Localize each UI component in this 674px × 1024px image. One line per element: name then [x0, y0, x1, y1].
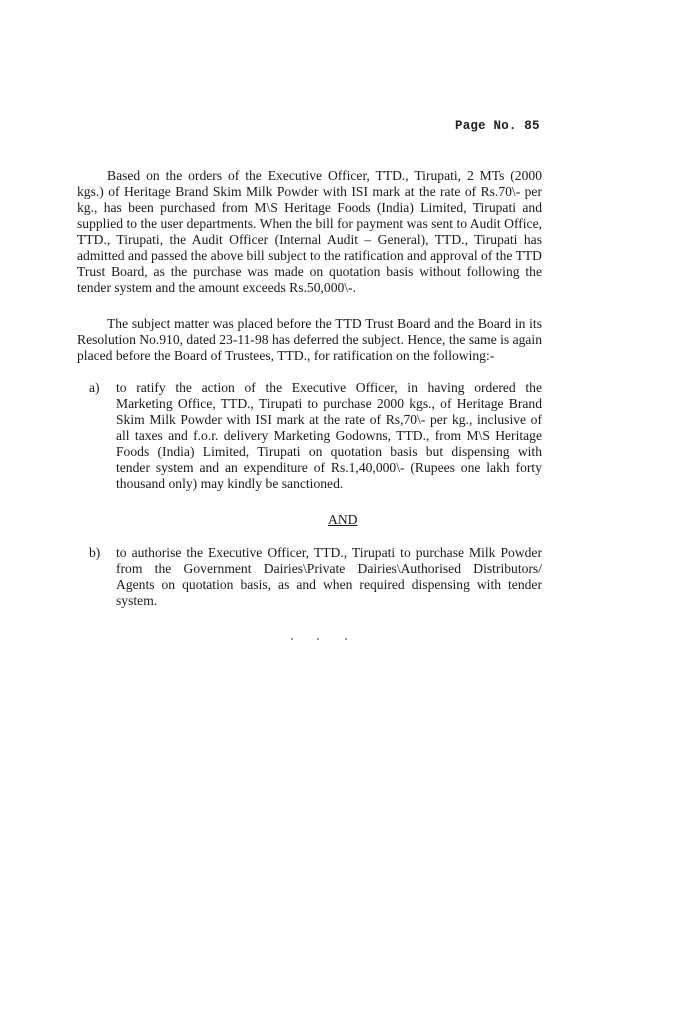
paragraph-line: supplied to the user departments. When the bill for payment was sent to Audit Office, — [77, 216, 542, 231]
paragraph-line: TTD., Tirupati, the Audit Officer (Internal Audit – General), TTD., Tirupati has — [77, 232, 542, 247]
conjunction-and: AND — [328, 512, 358, 527]
paragraph-line: The subject matter was placed before the TTD Trust Board and the Board in its — [107, 316, 542, 331]
list-item-line: system. — [116, 593, 158, 608]
list-item-line: to authorise the Executive Officer, TTD., Tirupati to purchase Milk Powder — [116, 545, 542, 560]
paragraph-line: tender system and the amount exceeds Rs.50,000\-. — [77, 280, 356, 295]
footer-dot — [345, 638, 347, 640]
list-item-line: to ratify the action of the Executive Officer, in having ordered the — [116, 380, 542, 395]
paragraph-line: Based on the orders of the Executive Officer, TTD., Tirupati, 2 MTs (2000 — [107, 168, 542, 183]
paragraph-line: kgs.) of Heritage Brand Skim Milk Powder with ISI mark at the rate of Rs.70\- per — [77, 184, 542, 199]
footer-dot — [291, 638, 293, 640]
paragraph-line: Resolution No.910, dated 23-11-98 has deferred the subject. Hence, the same is again — [77, 332, 542, 347]
page-number: Page No. 85 — [455, 119, 540, 133]
list-item-line: from the Government Dairies\Private Dairies\Authorised Distributors/ — [116, 561, 542, 576]
list-marker: a) — [89, 380, 100, 395]
paragraph-line: kg., has been purchased from M\S Heritage Foods (India) Limited, Tirupati and — [77, 200, 542, 215]
list-marker: b) — [89, 545, 101, 560]
list-item-line: tender system and an expenditure of Rs.1,40,000\- (Rupees one lakh forty — [116, 460, 542, 475]
footer-dot — [317, 638, 319, 640]
list-item-line: Foods (India) Limited, Tirupati on quotation basis but dispensing with — [116, 444, 542, 459]
list-item-line: Skim Milk Powder with ISI mark at the rate of Rs,70\- per kg., inclusive of — [116, 412, 542, 427]
paragraph-line: placed before the Board of Trustees, TTD., for ratification on the following:- — [77, 348, 495, 363]
list-item-line: Marketing Office, TTD., Tirupati to purchase 2000 kgs., of Heritage Brand — [116, 396, 542, 411]
paragraph-line: Trust Board, as the purchase was made on quotation basis without following the — [77, 264, 542, 279]
list-item-line: thousand only) may kindly be sanctioned. — [116, 476, 344, 491]
list-item-line: Agents on quotation basis, as and when required dispensing with tender — [116, 577, 542, 592]
paragraph-line: admitted and passed the above bill subject to the ratification and approval of the TTD — [77, 248, 542, 263]
list-item-line: all taxes and f.o.r. delivery Marketing Godowns, TTD., from M\S Heritage — [116, 428, 542, 443]
